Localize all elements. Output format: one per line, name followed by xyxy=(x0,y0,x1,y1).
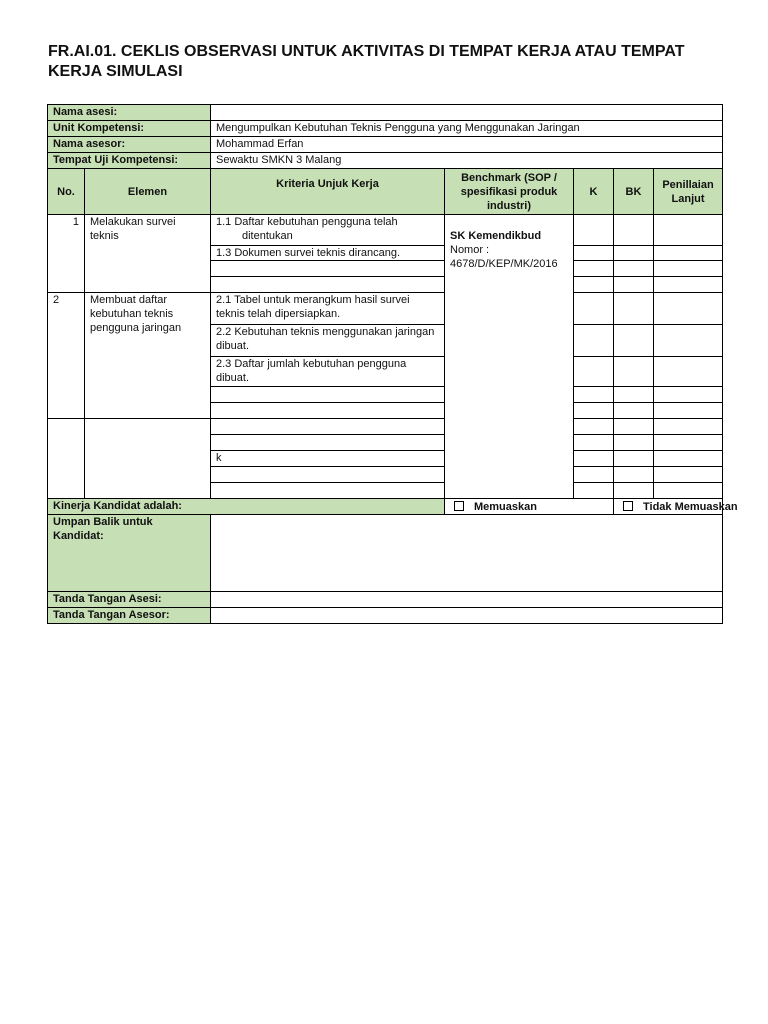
element-cell xyxy=(85,419,211,499)
criteria-cell: 2.3 Daftar jumlah kebutuhan pengguna dibuat. xyxy=(211,357,445,387)
tanda-tangan-asesor-field[interactable] xyxy=(211,608,723,624)
criteria-text-cont: ditentukan xyxy=(242,230,293,242)
k-checkbox[interactable] xyxy=(574,261,614,277)
header-k: K xyxy=(574,169,614,215)
criteria-text: 1.1 Daftar kebutuhan pengguna telah xyxy=(216,216,398,228)
criteria-cell xyxy=(211,419,445,435)
criteria-cell xyxy=(211,387,445,403)
benchmark-name: SK Kemendikbud xyxy=(450,230,542,242)
bk-checkbox[interactable] xyxy=(614,357,654,387)
benchmark-nomor-value: 4678/D/KEP/MK/2016 xyxy=(450,258,558,270)
nama-asesi-label: Nama asesi: xyxy=(48,105,211,121)
umpan-balik-label: Umpan Balik untuk Kandidat: xyxy=(48,515,211,592)
checkbox-icon[interactable] xyxy=(623,501,633,511)
criteria-cell: k xyxy=(211,451,445,467)
tempat-uji-label: Tempat Uji Kompetensi: xyxy=(48,153,211,169)
benchmark-nomor-label: Nomor : xyxy=(450,244,490,256)
unit-kompetensi-label: Unit Kompetensi: xyxy=(48,121,211,137)
benchmark-cell xyxy=(574,483,614,499)
header-no: No. xyxy=(48,169,85,215)
row-number: 1 xyxy=(48,215,85,293)
k-checkbox[interactable] xyxy=(574,325,614,357)
penilaian-lanjut-cell[interactable] xyxy=(654,419,723,435)
k-checkbox[interactable] xyxy=(574,435,614,451)
criteria-cell xyxy=(211,277,445,293)
tanda-tangan-asesor-label: Tanda Tangan Asesor: xyxy=(48,608,211,624)
criteria-cell: 1.3 Dokumen survei teknis dirancang. xyxy=(211,246,445,261)
bk-checkbox[interactable] xyxy=(614,419,654,435)
row-number xyxy=(48,419,85,499)
bk-checkbox[interactable] xyxy=(614,293,654,325)
benchmark-cell xyxy=(445,215,574,499)
criteria-cell xyxy=(211,467,445,483)
bk-checkbox[interactable] xyxy=(614,277,654,293)
criteria-cell xyxy=(211,261,445,277)
bk-checkbox[interactable] xyxy=(654,467,723,483)
k-checkbox[interactable] xyxy=(574,357,614,387)
checkbox-icon[interactable] xyxy=(454,501,464,511)
observation-checklist xyxy=(47,104,738,621)
bk-checkbox[interactable] xyxy=(614,325,654,357)
penilaian-lanjut-cell[interactable] xyxy=(654,435,723,451)
bk-checkbox[interactable] xyxy=(614,451,654,467)
header-penilaian-lanjut: Penillaian Lanjut xyxy=(654,169,723,215)
bk-checkbox[interactable] xyxy=(614,261,654,277)
k-checkbox[interactable] xyxy=(574,403,614,419)
criteria-cell xyxy=(211,483,445,499)
k-checkbox[interactable] xyxy=(614,483,654,499)
penilaian-lanjut-cell[interactable] xyxy=(654,357,723,387)
nama-asesor-field[interactable]: Mohammad Erfan xyxy=(211,137,723,153)
k-checkbox[interactable] xyxy=(574,246,614,261)
k-checkbox[interactable] xyxy=(574,293,614,325)
unit-kompetensi-field[interactable]: Mengumpulkan Kebutuhan Teknis Pengguna yang Menggunakan Jaringan xyxy=(211,121,723,137)
header-bk: BK xyxy=(614,169,654,215)
penilaian-lanjut-cell[interactable] xyxy=(654,325,723,357)
option-tidak-memuaskan-label: Tidak Memuaskan xyxy=(643,500,738,513)
header-kriteria: Kriteria Unjuk Kerja xyxy=(211,169,445,215)
criteria-cell xyxy=(211,435,445,451)
option-memuaskan[interactable] xyxy=(445,499,614,515)
kinerja-label: Kinerja Kandidat adalah: xyxy=(48,499,445,515)
penilaian-lanjut-cell[interactable] xyxy=(654,387,723,403)
penilaian-lanjut-cell[interactable] xyxy=(654,451,723,467)
umpan-balik-field[interactable] xyxy=(211,515,723,592)
tanda-tangan-asesi-field[interactable] xyxy=(211,592,723,608)
header-benchmark: Benchmark (SOP / spesifikasi produk industri) xyxy=(445,169,574,215)
criteria-cell xyxy=(211,403,445,419)
element-cell: Membuat daftar kebutuhan teknis pengguna jaringan xyxy=(85,293,211,419)
document-title: FR.AI.01. CEKLIS OBSERVASI UNTUK AKTIVITAS DI TEMPAT KERJA ATAU TEMPAT KERJA SIMULASI xyxy=(48,43,685,80)
bk-checkbox[interactable] xyxy=(614,246,654,261)
tanda-tangan-asesi-label: Tanda Tangan Asesi: xyxy=(48,592,211,608)
penilaian-lanjut-cell[interactable] xyxy=(654,215,723,246)
option-memuaskan-label: Memuaskan xyxy=(474,500,537,513)
header-elemen: Elemen xyxy=(85,169,211,215)
bk-checkbox[interactable] xyxy=(654,483,723,499)
nama-asesi-field[interactable] xyxy=(211,105,723,121)
penilaian-lanjut-cell[interactable] xyxy=(654,403,723,419)
penilaian-lanjut-cell[interactable] xyxy=(654,261,723,277)
bk-checkbox[interactable] xyxy=(614,435,654,451)
k-checkbox[interactable] xyxy=(574,451,614,467)
tempat-uji-field[interactable]: Sewaktu SMKN 3 Malang xyxy=(211,153,723,169)
penilaian-lanjut-cell[interactable] xyxy=(654,277,723,293)
k-checkbox[interactable] xyxy=(574,419,614,435)
row-number: 2 xyxy=(48,293,85,419)
bk-checkbox[interactable] xyxy=(614,403,654,419)
benchmark-cell xyxy=(574,467,614,483)
criteria-cell: 2.1 Tabel untuk merangkum hasil survei teknis telah dipersiapkan. xyxy=(211,293,445,325)
penilaian-lanjut-cell[interactable] xyxy=(654,246,723,261)
k-checkbox[interactable] xyxy=(574,215,614,246)
k-checkbox[interactable] xyxy=(574,387,614,403)
k-checkbox[interactable] xyxy=(574,277,614,293)
bk-checkbox[interactable] xyxy=(614,387,654,403)
criteria-cell xyxy=(211,215,445,246)
penilaian-lanjut-cell[interactable] xyxy=(654,293,723,325)
bk-checkbox[interactable] xyxy=(614,215,654,246)
k-checkbox[interactable] xyxy=(614,467,654,483)
element-cell: Melakukan survei teknis xyxy=(85,215,211,293)
criteria-cell: 2.2 Kebutuhan teknis menggunakan jaringan dibuat. xyxy=(211,325,445,357)
nama-asesor-label: Nama asesor: xyxy=(48,137,211,153)
option-tidak-memuaskan[interactable] xyxy=(614,499,738,515)
